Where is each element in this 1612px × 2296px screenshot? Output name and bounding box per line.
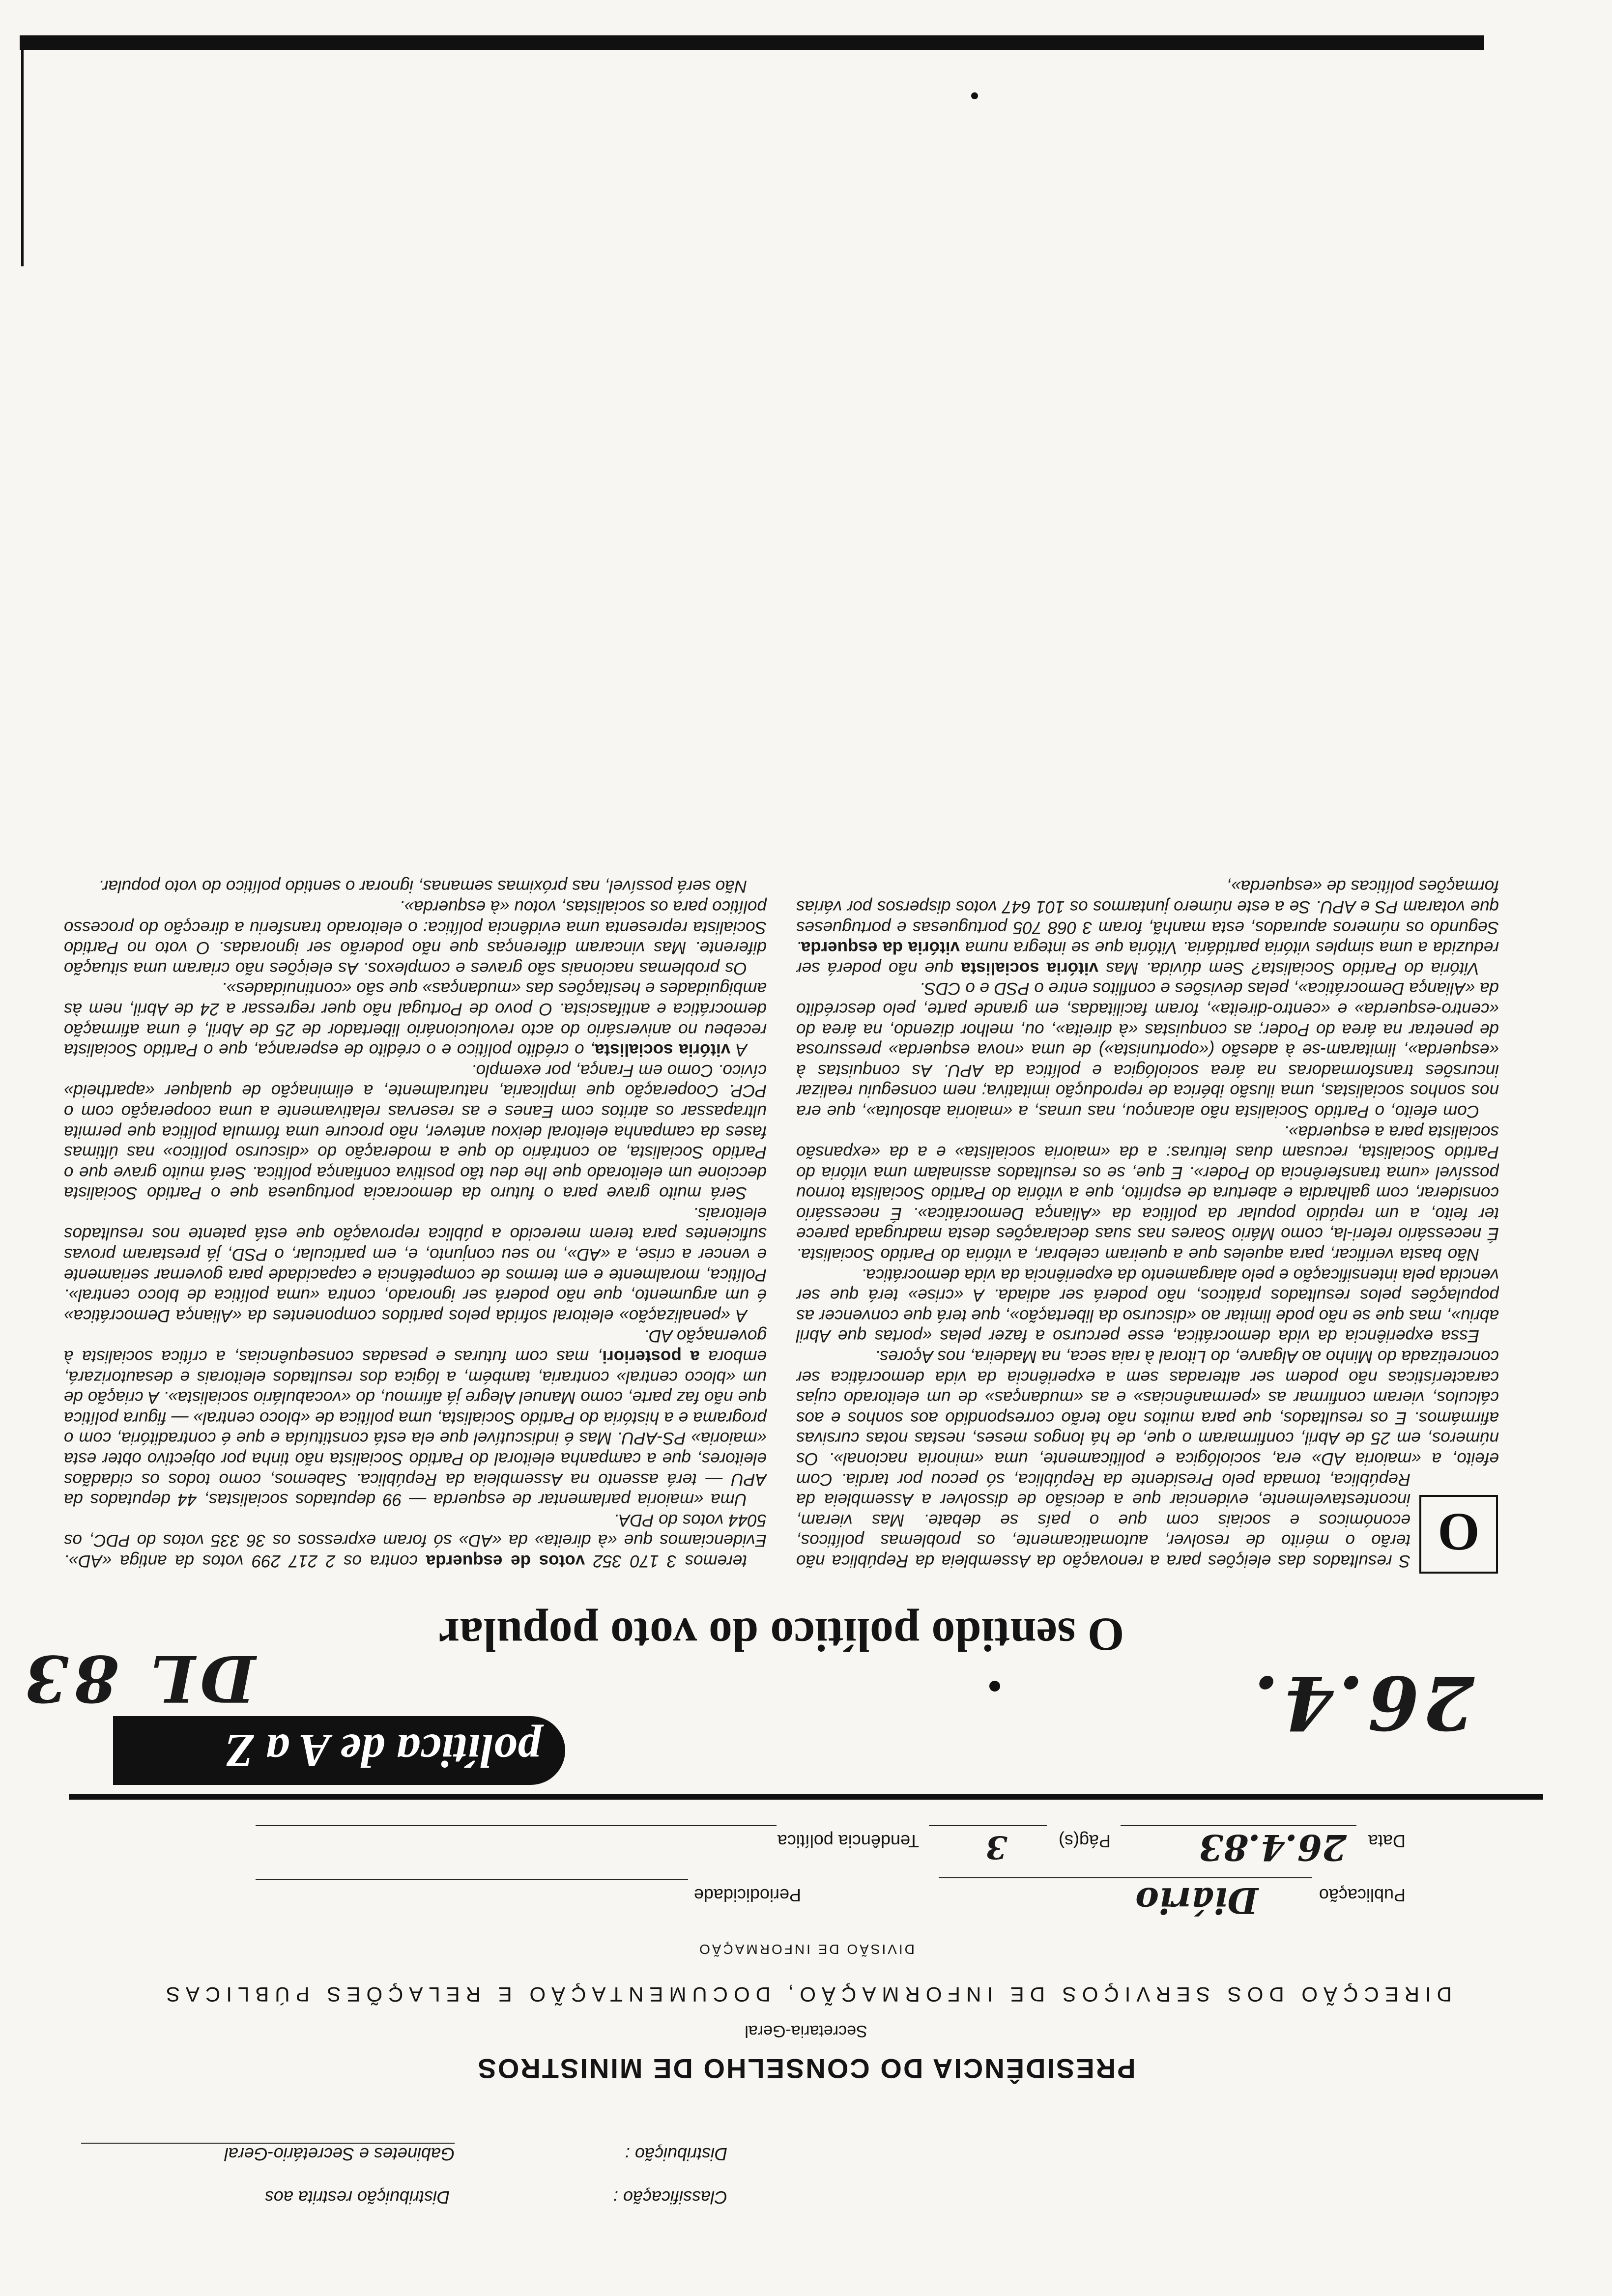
article-paragraph: Uma «maioria parlamentar de esquerda — 99 deputados socialistas, 44 deputados da APU — terá assento na Assembleia da República. Sabemos, como todos os cidadãos eleitores, que a campanha eleitoral do Partido Socialista não tinha por objectivo obter esta «maioria» PS-APU. Mas é indiscutível que ela está constituída e que é contraditória, com o programa e a história do Partido Socialista, uma política de «bloco central» — figura política que não faz parte, como Manuel Alegre já afirmou, do «vocabulário socialista». A criação de um «bloco central» contraria, também, a lógica dos resultados eleitorais e desautorizará, embora a posteriori, mas com futuras e pesadas consequências, a crítica socialista à governação AD. (64, 1326, 767, 1510)
tendency-field (256, 1825, 777, 1854)
section-banner-title: política de A a Z (225, 1724, 541, 1777)
publication-handwritten: Diário (1135, 1880, 1258, 1922)
scan-speck (971, 92, 978, 99)
top-rule (69, 1794, 1543, 1800)
letterhead-secretariat: Secretaria-Geral (745, 2022, 867, 2040)
date-label: Data (1368, 1831, 1406, 1851)
headline: O sentido político do voto popular (438, 1608, 1124, 1661)
pages-handwritten: 3 (985, 1829, 1008, 1866)
article-column-2 (64, 72, 767, 1571)
drop-cap: O (1419, 1495, 1498, 1574)
classification-label: Classificação : (613, 2187, 727, 2208)
article-paragraph: Essa experiência da vida democrática, esse percurso a fazer pelas «portas que Abril abriu», mas que se não pode limitar ao «discurso da libertação», que terá que convencer as populações pelos resultados práticos, não poderá ser adiada. A «crise» terá que ser vencida pela intensificação e pelo alargamento da experiência da vida democrática. (796, 1265, 1499, 1346)
pages-label: Pág(s) (1058, 1831, 1111, 1851)
article-paragraph: Os problemas nacionais são graves e complexos. As eleições não criaram uma situação diferente. Mas vincaram diferenças que não poderão ser ignoradas. O voto no Partido Socialista representa uma evidência política: o eleitorado transferiu a direcção do processo político para os socialistas, votou «à esquerda». (64, 897, 767, 978)
letterhead-presidency: PRESIDÊNCIA DO CONSELHO DE MINISTROS (476, 2053, 1136, 2084)
banner-dot (989, 1681, 1000, 1692)
margin-annotation: DL 83 (19, 1641, 256, 1716)
distribution-restricted-recipients: Gabinetes e Secretário-Geral (81, 2143, 455, 2164)
article-paragraph: Não basta verificar, para aqueles que a queiram celebrar, a vitória do Partido Socialista. É necessário referi-la, como Mário Soares nas suas declarações desta madrugada parece ter feito, a um repúdio popular da política da «Aliança Democrática». É necessário considerar, com galhardia e abertura de espírito, que a vitória do Partido Socialista tornou possível «uma transferência do Poder». E que, se os resultados assinalam uma vitória do Partido Socialista, recusam duas leituras: a da «maioria socialista» e a da «expansão socialista para a esquerda». (796, 1122, 1499, 1264)
tendency-label: Tendência política (777, 1831, 919, 1851)
margin-rule (21, 35, 24, 266)
pages-field (929, 1825, 1047, 1866)
publication-label: Publicação (1319, 1885, 1406, 1905)
article-paragraph: teremos 3 170 352 votos de esquerda contra os 2 217 299 votos da antiga «AD». Evidenciamos que «à direita» da «AD» só foram expressos os 36 335 votos do PDC, os 5044 votos do PDA. (64, 1510, 767, 1571)
article-paragraph: A vitória socialista, o crédito político e o crédito de esperança, que o Partido Socialista recebeu no aniversário do acto revolucionário libertador de 25 de Abril, é uma afirmação democrática e antifascista. O povo de Portugal não quer regressar a 24 de Abril, nem às ambiguidades e hesitações das «mudanças» que são «continuidades». (64, 979, 767, 1060)
section-banner (113, 1716, 565, 1785)
date-handwritten: 26.4.83 (1199, 1827, 1347, 1868)
distribution-restricted-label: Distribuição restrita aos (264, 2187, 450, 2208)
article-paragraph: Com efeito, o Partido Socialista não alcançou, nas urnas, a «maioria absoluta», que era nos sonhos socialistas, uma ilusão ibérica de reprodução imitativa; nem conseguiu realizar incursões transformadoras na área sociológica e política da APU. As conquistas à «esquerda», limitaram-se à adesão («oportunista») de uma «nova esquerda» pressurosa de penetrar na área do Poder; as conquistas «à direita», ou, melhor dizendo, na área do «centro-esquerda» e «centro-direita», foram facilitadas, em grande parte, pelo descrédito da «Aliança Democrática», pelas devisões e conflitos entre o PSD e o CDS. (796, 979, 1499, 1121)
article-paragraph: Não será possível, nas próximas semanas, ignorar o sentido político do voto popular. (98, 877, 747, 896)
letterhead-division: DIVISÃO DE INFORMAÇÃO (697, 1942, 915, 1957)
article-paragraph: Vitória do Partido Socialista? Sem dúvida. Mas vitória socialista que não poderá ser reduzida a uma simples vitória partidária. Vitória que se integra numa vitória da esquerda. Segundo os números apurados, esta manhã, foram 3 068 705 portuguesas e portugueses que votaram PS e APU. Se a este número juntarmos os 101 647 votos dispersos por várias formações políticas de «esquerda», (796, 877, 1499, 978)
date-annotation: 26.4. (1249, 1659, 1474, 1746)
drop-cap-spacer (1410, 1488, 1499, 1571)
letterhead-directorate: DIRECÇÃO DOS SERVIÇOS DE INFORMAÇÃO, DOCUMENTAÇÃO E RELAÇÕES PÚBLICAS (160, 1983, 1452, 2006)
publication-field (939, 1877, 1312, 1922)
article-column-1 (796, 72, 1499, 1571)
bottom-rule (20, 35, 1484, 50)
article-paragraph: S resultados das eleições para a renovação da Assembleia da República não terão o mérito de resolver, automaticamente, os problemas políticos, económicos e sociais com que o país se debate. Mas vieram, incontestavelmente, evidenciar que a decisão de dissolver a Assembleia da República, tomada pelo Presidente da República, só pecou por tardia. Com efeito, a «maioria AD» era, sociológica e politicamente, uma «minoria nacional». Os números, em 25 de Abril, confirmaram o que, de há longos meses, nestas notas cursivas afirmámos. E os resultados, que para muitos não terão correspondido aos sonhos e aos cálculos, vieram confirmar as «permanências» e as «mudanças» de um eleitorado cujas características não podem ser alteradas sem a experiência da vida democrática ser concretizada do Minho ao Algarve, do Litoral à raia seca, na Madeira, nos Açores. (796, 1347, 1499, 1571)
periodicity-field (256, 1879, 688, 1908)
date-field (1121, 1825, 1356, 1868)
article-paragraph: A «penalização» eleitoral sofrida pelos partidos componentes da «Aliança Democrática» é um argumento, que não poderá ser ignorado, contra «uma política de bloco central». Política, moralmente e em termos de competência e capacidade para governar seriamente e vencer a crise, a «AD», no seu conjunto, e, em particular, o PSD, já prestaram provas suficientes para terem merecido a pública reprovação que está patente nos resultados eleitorais. (64, 1204, 767, 1325)
periodicity-label: Periodicidade (693, 1885, 801, 1905)
distribution-label: Distribuição : (625, 2144, 727, 2164)
article-paragraph: Será muito grave para o futuro da democracia portuguesa que o Partido Socialista deccione um eleitorado que lhe deu tão positiva confiança política. Será muito grave que o Partido Socialista, ao contrário do que a moderação do «discurso político» nas últimas fases da campanha eleitoral deixou antever, não procure uma fórmula política que permita ultrapassar os atritos com Eanes e as reservas relativamente a uma cooperação com o PCP. Cooperação que implicaria, naturalmente, a eliminação de qualquer «apartheid» cívico. Como em França, por exemplo. (64, 1061, 767, 1203)
